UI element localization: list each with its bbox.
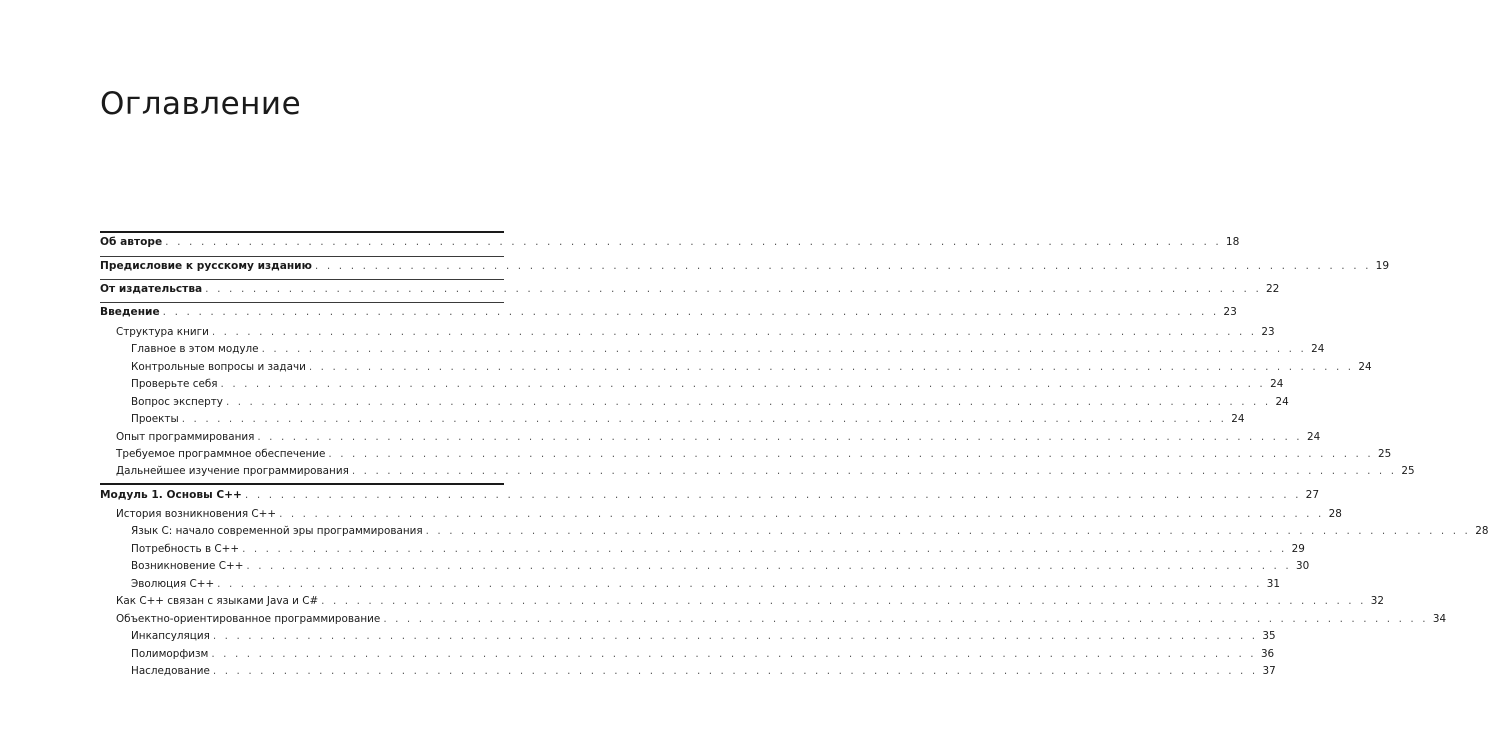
toc-entry-c-language[interactable] (131, 522, 1488, 540)
toc-entry-label: Об авторе (100, 236, 163, 248)
toc-entry-label: Вопрос эксперту (131, 396, 223, 408)
dot-leader: . . . . . . . . . . . . . . . . . . . . . . . . . . . . . . . . . . . . . . . . . . . . . . . . . . . . . . . . . . . . . . . . . . . . . . . . . . . . . . . . . . . . . . . . . (314, 260, 1372, 272)
dot-leader: . . . . . . . . . . . . . . . . . . . . . . . . . . . . . . . . . . . . . . . . . . . . . . . . . . . . . . . . . . . . . . . . . . . . . . . . . . . . . . . . . . . . . . . . . (351, 465, 1397, 477)
toc-entry-preface[interactable] (100, 257, 1390, 275)
dot-leader: . . . . . . . . . . . . . . . . . . . . . . . . . . . . . . . . . . . . . . . . . . . . . . . . . . . . . . . . . . . . . . . . . . . . . . . . . . . . . . . . . . . . . . . . . (257, 431, 1303, 443)
dot-leader: . . . . . . . . . . . . . . . . . . . . . . . . . . . . . . . . . . . . . . . . . . . . . . . . . . . . . . . . . . . . . . . . . . . . . . . . . . . . . . . . . . . . . . . . . (261, 343, 1307, 355)
dot-leader: . . . . . . . . . . . . . . . . . . . . . . . . . . . . . . . . . . . . . . . . . . . . . . . . . . . . . . . . . . . . . . . . . . . . . . . . . . . . . . . . . . . . . . . . . (244, 489, 1302, 501)
toc-entry-book-structure[interactable] (116, 323, 1275, 341)
toc-entry-self-check[interactable] (131, 375, 1284, 393)
toc-entry-label: Проверьте себя (131, 378, 218, 390)
toc-entry-label: Инкапсуляция (131, 630, 210, 642)
toc-entry-page: 23 (1261, 326, 1275, 338)
page-title: Оглавление (100, 86, 302, 122)
toc-entry-page: 25 (1401, 465, 1415, 477)
toc-entry-page: 24 (1270, 378, 1284, 390)
toc-entry-page: 30 (1296, 560, 1310, 572)
toc-entry-label: Возникновение C++ (131, 560, 244, 572)
toc-entry-label: Структура книги (116, 326, 209, 338)
dot-leader: . . . . . . . . . . . . . . . . . . . . . . . . . . . . . . . . . . . . . . . . . . . . . . . . . . . . . . . . . . . . . . . . . . . . . . . . . . . . . . . . . . . . . . . . . (205, 283, 1262, 295)
toc-entry-required-software[interactable] (116, 445, 1392, 463)
toc-entry-page: 32 (1370, 595, 1384, 607)
toc-entry-about-author[interactable] (100, 233, 1240, 251)
toc-entry-cpp-evolution[interactable] (131, 575, 1280, 593)
toc-entry-label: Введение (100, 306, 160, 318)
toc-entry-page: 22 (1265, 283, 1280, 295)
dot-leader: . . . . . . . . . . . . . . . . . . . . . . . . . . . . . . . . . . . . . . . . . . . . . . . . . . . . . . . . . . . . . . . . . . . . . . . . . . . . . . . . . . . . . . . . . (242, 543, 1287, 555)
toc-entry-page: 27 (1305, 489, 1320, 501)
dot-leader: . . . . . . . . . . . . . . . . . . . . . . . . . . . . . . . . . . . . . . . . . . . . . . . . . . . . . . . . . . . . . . . . . . . . . . . . . . . . . . . . . . . . . . . . . (212, 630, 1258, 642)
dot-leader: . . . . . . . . . . . . . . . . . . . . . . . . . . . . . . . . . . . . . . . . . . . . . . . . . . . . . . . . . . . . . . . . . . . . . . . . . . . . . . . . . . . . . . . . . (383, 613, 1429, 625)
toc-entry-page: 24 (1358, 361, 1372, 373)
dot-leader: . . . . . . . . . . . . . . . . . . . . . . . . . . . . . . . . . . . . . . . . . . . . . . . . . . . . . . . . . . . . . . . . . . . . . . . . . . . . . . . . . . . . . . . . . (328, 448, 1374, 460)
toc-entry-polymorphism[interactable] (131, 645, 1275, 663)
dot-leader: . . . . . . . . . . . . . . . . . . . . . . . . . . . . . . . . . . . . . . . . . . . . . . . . . . . . . . . . . . . . . . . . . . . . . . . . . . . . . . . . . . . . . . . . . (308, 361, 1354, 373)
toc-entry-page: 28 (1328, 508, 1342, 520)
toc-entry-control-questions[interactable] (131, 358, 1372, 376)
dot-leader: . . . . . . . . . . . . . . . . . . . . . . . . . . . . . . . . . . . . . . . . . . . . . . . . . . . . . . . . . . . . . . . . . . . . . . . . . . . . . . . . . . . . . . . . . (225, 396, 1271, 408)
toc-entry-label: Предисловие к русскому изданию (100, 260, 312, 272)
dot-leader: . . . . . . . . . . . . . . . . . . . . . . . . . . . . . . . . . . . . . . . . . . . . . . . . . . . . . . . . . . . . . . . . . . . . . . . . . . . . . . . . . . . . . . . . . (279, 508, 1324, 520)
dot-leader: . . . . . . . . . . . . . . . . . . . . . . . . . . . . . . . . . . . . . . . . . . . . . . . . . . . . . . . . . . . . . . . . . . . . . . . . . . . . . . . . . . . . . . . . . (321, 595, 1366, 607)
toc-entry-page: 37 (1262, 665, 1276, 677)
toc-entry-label: Как C++ связан с языками Java и C# (116, 595, 319, 607)
dot-leader: . . . . . . . . . . . . . . . . . . . . . . . . . . . . . . . . . . . . . . . . . . . . . . . . . . . . . . . . . . . . . . . . . . . . . . . . . . . . . . . . . . . . . . . . . (246, 560, 1292, 572)
toc-entry-label: Требуемое программное обеспечение (116, 448, 326, 460)
toc-entry-label: Объектно-ориентированное программирование (116, 613, 381, 625)
toc-entry-programming-experience[interactable] (116, 428, 1321, 446)
toc-entry-label: Наследование (131, 665, 210, 677)
toc-entry-page: 23 (1223, 306, 1237, 318)
toc-entry-label: История возникновения C++ (116, 508, 277, 520)
toc-entry-page: 34 (1432, 613, 1447, 625)
toc-entry-publisher[interactable] (100, 280, 1280, 298)
toc-entry-page: 18 (1225, 236, 1240, 248)
toc-entry-page: 31 (1266, 578, 1280, 590)
toc-entry-cpp-java-csharp[interactable] (116, 592, 1384, 610)
dot-leader: . . . . . . . . . . . . . . . . . . . . . . . . . . . . . . . . . . . . . . . . . . . . . . . . . . . . . . . . . . . . . . . . . . . . . . . . . . . . . . . . . . . . . . . . . (211, 648, 1257, 660)
dot-leader: . . . . . . . . . . . . . . . . . . . . . . . . . . . . . . . . . . . . . . . . . . . . . . . . . . . . . . . . . . . . . . . . . . . . . . . . . . . . . . . . . . . . . . . . . (162, 306, 1219, 318)
toc-entry-label: Дальнейшее изучение программирования (116, 465, 349, 477)
dot-leader: . . . . . . . . . . . . . . . . . . . . . . . . . . . . . . . . . . . . . . . . . . . . . . . . . . . . . . . . . . . . . . . . . . . . . . . . . . . . . . . . . . . . . . . . . (181, 413, 1227, 425)
toc-entry-label: От издательства (100, 283, 203, 295)
toc-entry-label: Потребность в C++ (131, 543, 240, 555)
toc-entry-encapsulation[interactable] (131, 627, 1276, 645)
dot-leader: . . . . . . . . . . . . . . . . . . . . . . . . . . . . . . . . . . . . . . . . . . . . . . . . . . . . . . . . . . . . . . . . . . . . . . . . . . . . . . . . . . . . . . . . . (212, 665, 1258, 677)
toc-entry-projects[interactable] (131, 410, 1245, 428)
toc-entry-label: Главное в этом модуле (131, 343, 259, 355)
toc-entry-inheritance[interactable] (131, 662, 1276, 680)
section-divider (100, 483, 504, 485)
toc-entry-label: Язык C: начало современной эры программирования (131, 525, 423, 537)
toc-entry-page: 24 (1306, 431, 1321, 443)
dot-leader: . . . . . . . . . . . . . . . . . . . . . . . . . . . . . . . . . . . . . . . . . . . . . . . . . . . . . . . . . . . . . . . . . . . . . . . . . . . . . . . . . . . . . . . . . (425, 525, 1471, 537)
toc-entry-introduction[interactable] (100, 303, 1237, 321)
dot-leader: . . . . . . . . . . . . . . . . . . . . . . . . . . . . . . . . . . . . . . . . . . . . . . . . . . . . . . . . . . . . . . . . . . . . . . . . . . . . . . . . . . . . . . . . . (220, 378, 1266, 390)
toc-entry-label: Эволюция C++ (131, 578, 215, 590)
toc-entry-oop[interactable] (116, 610, 1447, 628)
toc-entry-cpp-history[interactable] (116, 505, 1342, 523)
toc-entry-page: 25 (1377, 448, 1392, 460)
dot-leader: . . . . . . . . . . . . . . . . . . . . . . . . . . . . . . . . . . . . . . . . . . . . . . . . . . . . . . . . . . . . . . . . . . . . . . . . . . . . . . . . . . . . . . . . . (217, 578, 1262, 590)
toc-entry-main-in-module[interactable] (131, 340, 1325, 358)
toc-entry-module-1[interactable] (100, 486, 1320, 504)
toc-entry-page: 28 (1475, 525, 1488, 537)
toc-entry-page: 29 (1291, 543, 1305, 555)
dot-leader: . . . . . . . . . . . . . . . . . . . . . . . . . . . . . . . . . . . . . . . . . . . . . . . . . . . . . . . . . . . . . . . . . . . . . . . . . . . . . . . . . . . . . . . . . (165, 236, 1222, 248)
toc-entry-page: 24 (1311, 343, 1325, 355)
toc-entry-label: Модуль 1. Основы C++ (100, 489, 242, 501)
toc-entry-page: 35 (1262, 630, 1276, 642)
toc-entry-page: 19 (1375, 260, 1390, 272)
dot-leader: . . . . . . . . . . . . . . . . . . . . . . . . . . . . . . . . . . . . . . . . . . . . . . . . . . . . . . . . . . . . . . . . . . . . . . . . . . . . . . . . . . . . . . . . . (211, 326, 1257, 338)
toc-entry-further-study[interactable] (116, 462, 1415, 480)
toc-entry-label: Полиморфизм (131, 648, 209, 660)
toc-entry-expert-question[interactable] (131, 393, 1289, 411)
toc-entry-page: 24 (1231, 413, 1245, 425)
toc-entry-need-for-cpp[interactable] (131, 540, 1305, 558)
toc-entry-page: 36 (1260, 648, 1275, 660)
toc-entry-label: Опыт программирования (116, 431, 255, 443)
toc-entry-label: Контрольные вопросы и задачи (131, 361, 306, 373)
toc-entry-cpp-origin[interactable] (131, 557, 1310, 575)
toc-entry-page: 24 (1275, 396, 1289, 408)
toc-entry-label: Проекты (131, 413, 179, 425)
